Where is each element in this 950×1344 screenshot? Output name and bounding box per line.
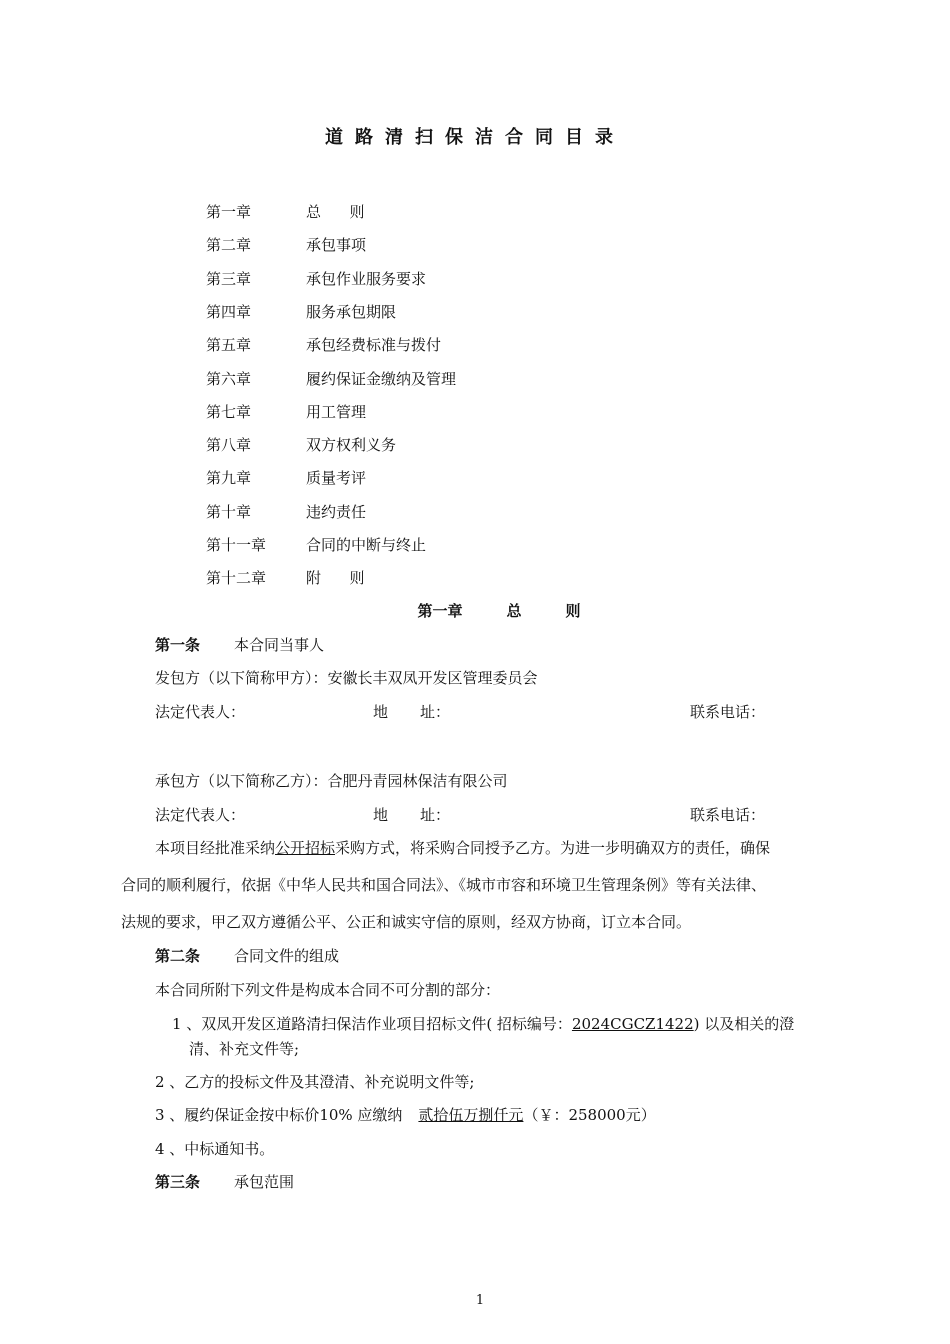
article-number: 第三条: [155, 1173, 201, 1191]
toc-chapter-label: 总则: [306, 203, 394, 221]
toc-chapter-number: 第一章: [206, 203, 252, 221]
party-a-rep: 法定代表人：: [155, 703, 246, 721]
toc-chapter-number: 第六章: [206, 369, 252, 388]
deposit-amount: 贰拾伍万捌仟元: [418, 1106, 524, 1124]
party-a-line: 发包方（以下简称甲方）：安徽长丰双凤开发区管理委员会: [155, 669, 538, 687]
doc-item-1: [172, 1013, 794, 1034]
toc-chapter-label: 质量考评: [306, 469, 367, 488]
procurement-method: 公开招标: [275, 839, 336, 857]
toc-chapter-number: 第三章: [206, 269, 252, 288]
address-label-1: 地: [373, 806, 389, 824]
address-label-2: 址：: [420, 703, 451, 721]
toc-chapter-number: 第四章: [206, 302, 252, 321]
intro-paragraph-line-2: 合同的顺利履行，依据《中华人民共和国合同法》、《城市市容和环境卫生管理条例》等有关法律、: [121, 876, 767, 894]
doc-item-1-cont: 清、补充文件等;: [189, 1040, 300, 1058]
article-3: [155, 1171, 294, 1192]
toc-chapter-label: 履约保证金缴纳及管理: [306, 369, 457, 388]
toc-chapter-number: 第十章: [206, 502, 252, 521]
toc-chapter-label: 附则: [306, 569, 394, 588]
doc-item-3: [155, 1104, 656, 1125]
document-title: 道路清扫保洁合同目录: [325, 127, 625, 148]
toc-chapter-label: 服务承包期限: [306, 302, 397, 321]
article-title: 合同文件的组成: [234, 947, 340, 965]
toc-chapter-number: 第七章: [206, 402, 252, 421]
party-b-phone: 联系电话：: [690, 806, 766, 824]
toc-chapter-label: 双方权利义务: [306, 436, 397, 455]
chapter-word-1: 总: [506, 602, 522, 620]
toc-chapter-number: 第二章: [206, 236, 252, 255]
toc-chapter-label: 合同的中断与终止: [306, 536, 427, 554]
article-title: 承包范围: [234, 1173, 295, 1191]
toc-chapter-number: 第八章: [206, 436, 252, 455]
intro-text: 本项目经批准采纳: [155, 839, 276, 857]
chapter-heading: [0, 600, 950, 621]
party-a-address: [373, 701, 450, 722]
intro-paragraph-line-1: [155, 837, 770, 858]
doc-text: 1 、双凤开发区道路清扫保洁作业项目招标文件( 招标编号：: [172, 1015, 572, 1033]
doc-text: ) 以及相关的澄: [693, 1015, 795, 1033]
address-label-2: 址：: [420, 806, 451, 824]
toc-chapter-label: 违约责任: [306, 502, 367, 521]
docs-intro: 本合同所附下列文件是构成本合同不可分割的部分：: [155, 981, 501, 999]
intro-paragraph-line-3: 法规的要求，甲乙双方遵循公平、公正和诚实守信的原则，经双方协商，订立本合同。: [121, 913, 692, 931]
toc-chapter-label: 承包作业服务要求: [306, 269, 427, 288]
doc-item-2: 2 、乙方的投标文件及其澄清、补充说明文件等;: [155, 1073, 475, 1091]
toc-chapter-label: 承包事项: [306, 236, 367, 255]
party-a-phone: 联系电话：: [690, 703, 766, 721]
article-number: 第一条: [155, 636, 201, 654]
toc-chapter-number: 第九章: [206, 469, 252, 488]
toc-chapter-number: 第五章: [206, 336, 252, 355]
party-b-address: [373, 804, 450, 825]
chapter-number: 第一章: [417, 602, 463, 620]
article-title: 本合同当事人: [234, 636, 325, 654]
article-2: [155, 945, 339, 966]
page-number: 1: [475, 1293, 485, 1308]
toc-chapter-label: 用工管理: [306, 402, 367, 421]
article-number: 第二条: [155, 947, 201, 965]
intro-text: 采购方式，将采购合同授予乙方。为进一步明确双方的责任，确保: [335, 839, 771, 857]
address-label-1: 地: [373, 703, 389, 721]
party-b-line: 承包方（以下简称乙方）：合肥丹青园林保洁有限公司: [155, 772, 508, 790]
party-b-rep: 法定代表人：: [155, 806, 246, 824]
tender-number: 2024CGCZ1422: [571, 1015, 694, 1033]
doc-item-4: 4 、中标通知书。: [155, 1140, 275, 1158]
article-1: [155, 634, 324, 655]
chapter-word-2: 则: [565, 602, 581, 620]
toc-chapter-label: 承包经费标准与拨付: [306, 336, 442, 355]
doc-text: （￥：258000元）: [523, 1106, 656, 1124]
toc-chapter-number: 第十二章: [206, 569, 267, 588]
toc-chapter-number: 第十一章: [206, 536, 267, 554]
doc-text: 3 、履约保证金按中标价10% 应缴纳: [155, 1106, 403, 1124]
